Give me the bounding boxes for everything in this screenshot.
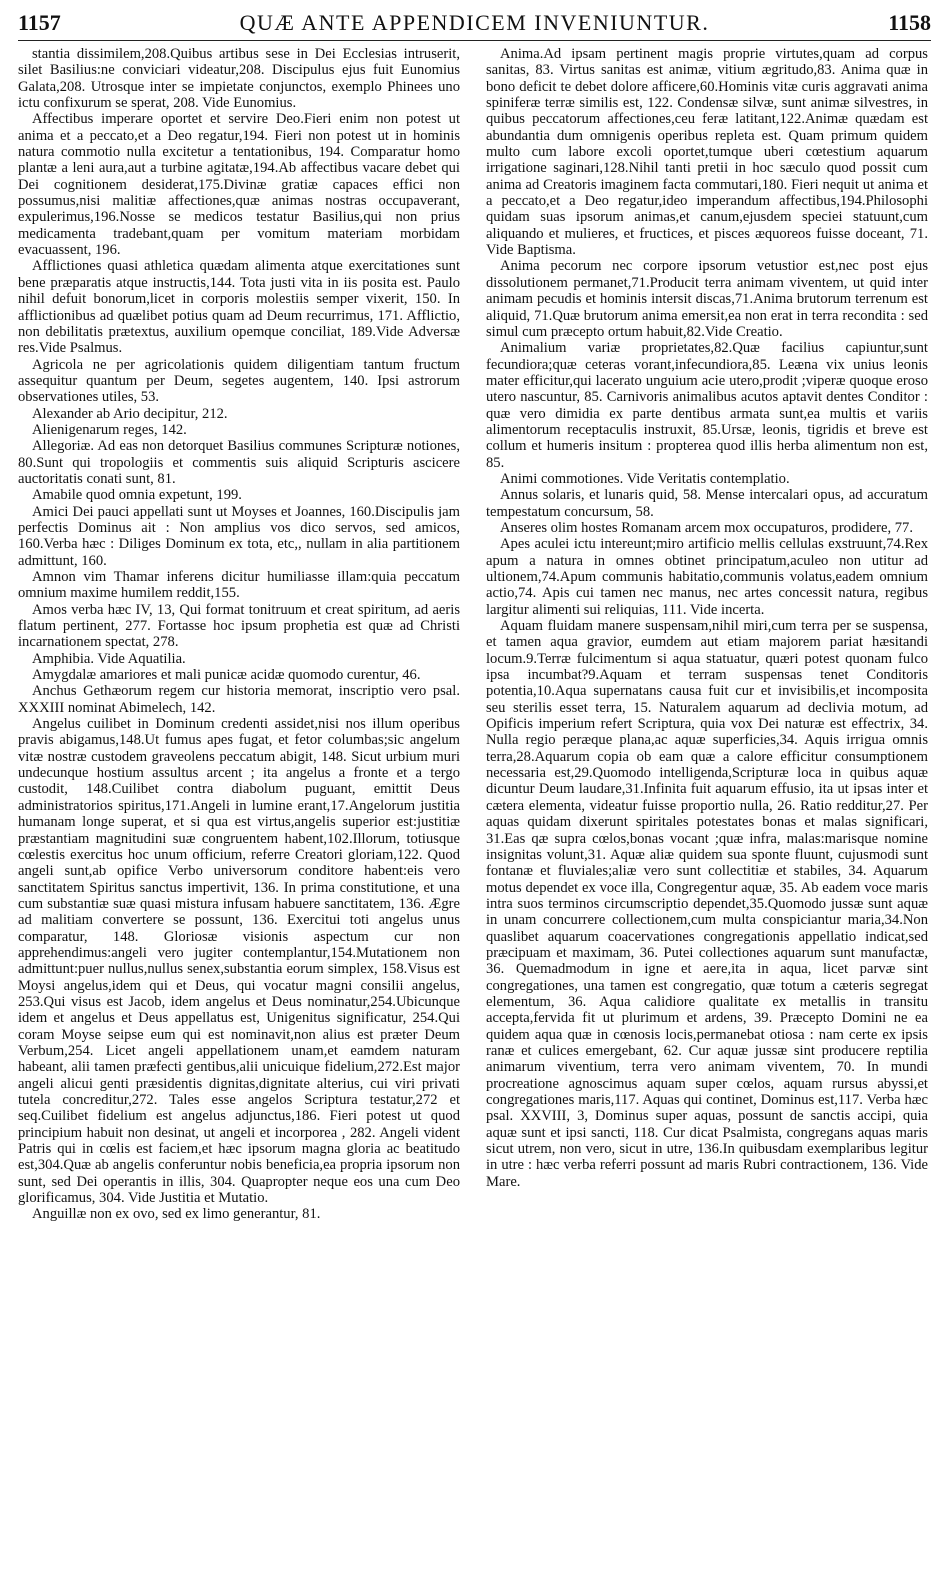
index-entry: Anguillæ non ex ovo, sed ex limo generantur, 81. [32, 1206, 321, 1223]
index-entry: Amygdalæ amariores et mali punicæ acidæ quomodo curentur, 46. [32, 667, 421, 684]
index-entry: Affectibus imperare oportet et servire Deo.Fieri enim non potest ut anima et a peccato,et a Deo regatur,194. Fieri non potest ut in hominis natura commotio nulla excitetur a tentationibus, 194. Comparatur homo plantæ a leni aura,aut a turbine agitatæ,194.Ab affectibus vacare debet qui Dei cognitionem desiderat,175.Divinæ gratiæ capaces effici non possumus,nisi malitiæ affectiones,quæ animas nostras occupaverant, expulerimus,196.Nosse se medicos testatur Basilius,qui non prius medicamenta tradebant,quam per vomitum materiam morbidam evacuassent, 196. [18, 111, 460, 259]
index-entry: Agricola ne per agricolationis quidem diligentiam tantum fructum assequitur quantum per Deum, segetes augentem, 140. Ipsi astrorum observationes utiles, 53. [18, 356, 460, 406]
index-entry: Anseres olim hostes Romanam arcem mox occupaturos, prodidere, 77. [500, 519, 913, 536]
index-entry: Anchus Gethæorum regem cur historia memorat, inscriptio vero psal. XXXIII nominat Abimelech, 142. [18, 683, 460, 716]
index-entry: Anima pecorum nec corpore ipsorum vetustior est,nec post ejus dissolutionem permanet,71.Producit terra animam viventem, ut quid inter animam pecudis et hominis intersit discas,71.Anima brutorum terrenum est aliquid, 71.Quæ brutorum anima emersit,ea non erat in terra recondita : sed simul cum præcepto ortum habuit,82.Vide Creatio. [486, 258, 928, 340]
page-header [18, 10, 931, 40]
left-column [18, 46, 460, 1576]
page-number-left: 1157 [18, 10, 61, 35]
header-rule [18, 40, 931, 41]
index-entry: Amabile quod omnia expetunt, 199. [32, 487, 242, 504]
right-column [486, 46, 928, 1576]
index-entry: Alexander ab Ario decipitur, 212. [32, 405, 228, 422]
running-title: QUÆ ANTE APPENDICEM INVENIUNTUR. [239, 10, 710, 35]
index-entry: Amici Dei pauci appellati sunt ut Moyses et Joannes, 160.Discipulis jam perfectis Dominus ait : Non amplius vos dico servos, sed amicos, 160.Verba hæc : Diliges Dominum ex tota, etc,, nullam in alia partitionem admittunt, 160. [18, 503, 460, 569]
index-entry: Afflictiones quasi athletica quædam alimenta atque exercitationes sunt bene præparatis atque instructis,144. Tota justi vita in iis posita est. Paulo nihil defuit bonorum,licet in corporis molestiis semper vixerit, 150. In afflictionibus ad quælibet potius quam ad Deum recurrimus, 171. Afflictio, non debilitatis prætextus, auxilium opemque conciliat, 189.Vide Adversæ res.Vide Psalmus. [18, 258, 460, 357]
index-entry: Annus solaris, et lunaris quid, 58. Mense intercalari opus, ad accuratum tempestatum concursum, 58. [486, 487, 928, 520]
index-entry: Allegoriæ. Ad eas non detorquet Basilius communes Scripturæ notiones, 80.Sunt qui tropologiis et commentis suis aliquid Scripturis ascicere auctoritatis conati sunt, 81. [18, 438, 460, 487]
index-entry: Amos verba hæc IV, 13, Qui format tonitruum et creat spiritum, ad aeris flatum pertinent, 277. Fortasse hoc ipsum prophetia est quæ ad Christi incarnationem spectat, 278. [18, 601, 460, 651]
index-entry: Animi commotiones. Vide Veritatis contemplatio. [500, 470, 790, 487]
index-entry: stantia dissimilem,208.Quibus artibus sese in Dei Ecclesias intruserit, silet Basilius:ne conviciari videatur,208. Discipulus ejus fuit Eunomius Galata,208. Utrosque inter se impietate conjunctos, exemplo Phinees uno ictu confixurum se sperat, 208. Vide Eunomius. [18, 46, 460, 112]
index-entry: Apes aculei ictu intereunt;miro artificio mellis cellulas exstruunt,74.Rex apum a natura in omnes obtinet principatum,aculeo non utitur ad ultionem,74.Apum communis habitatio,communis volatus,eadem omnium actio,74. Apis cui tamen nec manus, nec artes concessit natura, regibus largitur alimenti sui reliquias, 111. Vide incerta. [486, 536, 928, 618]
index-entry: Anima.Ad ipsam pertinent magis proprie virtutes,quam ad corpus sanitas, 83. Virtus sanitas est animæ, vitium ægritudo,83. Anima quæ in bono deficit te debet dolore afficere,60.Hominis vitæ curis aggravati anima spiniferæ terræ similis est, 122. Condensæ silvæ, sunt animæ silvestres, in quibus peccatorum affectiones,ceu feræ latitant,122.Animæ quædam est abundantia dum omnigenis operibus repleta est. Quam primum quidem multo cum labore excoli oportet,tumque uberi cœtestium aquarum irrigatione saginari,128.Nihil tanti pretii in hoc sæculo quod possit cum anima ad Creatoris imaginem facta commutari,180. Fieri nequit ut anima et a peccato,et a Deo regatur,ideo imperandum affectibus,194.Philosophi quidam suas ipsorum animas,et canum,ejusdem speciei statuunt,cum aliquando et mulieres, et fructices, et pisces æquoreos fuisse doceant, 71. Vide Baptisma. [486, 46, 928, 259]
index-entry: Animalium variæ proprietates,82.Quæ facilius capiuntur,sunt fecundiora;quæ ceteras vorant,infecundiora,85. Leæna vix unius leonis mater efficitur,qui lacerato unguium acie utero,prodit ;viperæ quoque eroso utero nascuntur, 85. Carnivoris animalibus acutos aptavit dentes Conditor : quæ vero dimidia ex parte dentibus armata sunt,ea multis et variis alimentorum receptaculis instruxit, 85.Ursæ, leonis, tigridis et breve est collum et humeris insitum : propterea quod illis herba alimentum non est, 85. [486, 340, 928, 471]
index-entry: Amphibia. Vide Aquatilia. [32, 650, 186, 667]
index-entry: Alienigenarum reges, 142. [32, 421, 187, 438]
index-entry: Aquam fluidam manere suspensam,nihil miri,cum terra per se suspensa, et tamen aqua gravior, eumdem aut etiam majorem pariat hæsitandi locum.9.Terræ fulcimentum si aqua statuatur, quæri potest quonam fulco ipsa incumbat?9.Aquam et terram suspensas tenet Conditoris potentia,10.Aqua supernatans causa fuit cur et invisibilis,et incomposita seu sterilis esset terra, 15. Naturalem aquarum ad declivia motum, ad Opificis imperium refert Scriptura, quia vox Dei naturæ est effectrix, 34. Nulla regio peræque plana,ac aquæ superficies,34. Aquis irrigua omnis terra,28.Aquarum copia ob eam quæ a calore efficitur consumptionem necessaria est,29.Quomodo intelligenda,Scripturæ loca in quibus aquæ dicuntur Deum laudare,31.Infinita fuit aquarum effusio, ita ut ipsas inter et cætera elementa, videatur fuisse proportio nulla, 26. Ratio redditur,27. Per aquas quidam dixerunt spiritales potestates bonas et malas significari, 31.Eas qæ supra cœlos,bonas vocant ;quæ infra, malas:marisque nomine insignitas volunt,31. Aquæ aliæ quidem sua sponte fluunt, cujusmodi sunt fontanæ et fluviales;aliæ vero sunt collectitiæ et stabiles, 34. Aquarum motus dependet ex voce illa, Congregentur aquæ, 35. Ab eadem voce maris intra suos terminos circumscriptio dependet,35.Quomodo jussæ sunt aquæ in unam concurrere collectionem,cum multa conspiciantur maria,34.Non quaslibet aquarum coacervationes congregationis appellatio indicat,sed præcipuam et maximam, 36. Putei collectiones aquarum sunt manufactæ, 36. Quemadmodum in igne et aere,ita in aqua, licet parvæ sint congregationes, una tamen est congregatio, quæ totum a cæteris segregat elementum, 36. Aqua calidiore qualitate ex metallis in transitu accepta,fervida fit ut plurimum et ardens, 39. Præcepto Domini ne ea quidem aqua quæ in cœnosis locis,permanebat otiosa : nam certe ex ipsis ranæ et culices emergebant, 62. Cur aquæ jussæ sint producere reptilia animarum viventium, terra vero animam viventem, 70. In mundi procreatione agnoscimus aquam super cœlos, aquam rursus abyssi,et congregationes maris,117. Aquas qui continet, Dominus est,117. Verba hæc psal. XXVIII, 3, Dominus super aquas, possunt de sanctis accipi, quia aquæ sunt et ipsi sancti, 118. Cur dicat Psalmista, congregans aquas maris sicut utrem, non vero, sicut in utre, 136.In quibusdam exemplaribus legitur in utre : hæc verba referri possunt ad maris Rubri contractionem, 136. Vide Mare. [486, 618, 928, 1190]
page-number-right: 1158 [888, 10, 931, 35]
index-entry: Angelus cuilibet in Dominum credenti assidet,nisi nos illum operibus pravis abigamus,148.Ut fumus apes fugat, et fetor columbas;sic angelum vitæ nostræ custodem graveolens peccatum abigit, 148. Sicut urbium muri undecunque hostium assultus arcent ; ita angelus a fronte et a tergo custodit, 148.Cuilibet contra diabolum puguant, emittit Deus administratorios spiritus,171.Angeli in lumine erant,17.Angelorum justitia humanam longe superat, et si qua est virtus,angelis superior est:justitiæ præstantiam magnitudini suæ congruentem habent,102.Illorum, totiusque cœlestis exercitus hoc unum officium, referre Creatori gloriam,122. Quod angeli sunt,ab opifice Verbo universorum conditore habent:eis vero sanctitatem Spiritus sanctus impertivit, 136. In prima constitutione, et una cum substantiæ suæ quasi mistura infusam habuere sanctitatem, 136. Ægre ad malitiam convertere se possunt, 136. Exercitui toti angelus unus comparatur, 148. Gloriosæ visionis aspectum cur non apprehendimus:angeli vero jugiter contemplantur,154.Mutationem non admittunt:puer nullus,nullus senex,substantia eorum simplex, 158.Visus est Moysi angelus,idem qui et Deus, qui vocatur magni consilii angelus, 253.Qui visus est Jacob, idem angelus et Deus nominatur,254.Ubicunque idem et angelus et Deus appellatus est, Unigenitus significatur, 254.Qui coram Moyse seipse eum qui est nominavit,non alius est præter Deum Verbum,254. Licet angeli appellationem unam,et eamdem naturam habeant, alii tamen præfecti gentibus,alii unicuique fidelium,272.Est major angeli alicui genti præsidentis dignitas,dignitate alterius, cui viri privati tutela concreditur,272. Tales esse angelos Scriptura testatur,272 et seq.Cuilibet fidelium est angelus adjunctus,186. Fieri potest ut quod principium habuit non desinat, ut angeli et incorporea , 282. Angeli vident Patris qui in cœlis est faciem,et hæc ipsorum magna gloria ac beatitudo est,304.Quæ ab angelis conferuntur nobis beneficia,ea propria ipsorum non sunt, sed Dei operantis in illis, 304. Quapropter neque eos una cum Deo glorificamus, 304. Vide Justitia et Mutatio. [18, 716, 460, 1207]
index-entry: Amnon vim Thamar inferens dicitur humiliasse illam:quia peccatum omnium maxime humilem reddit,155. [18, 569, 460, 602]
